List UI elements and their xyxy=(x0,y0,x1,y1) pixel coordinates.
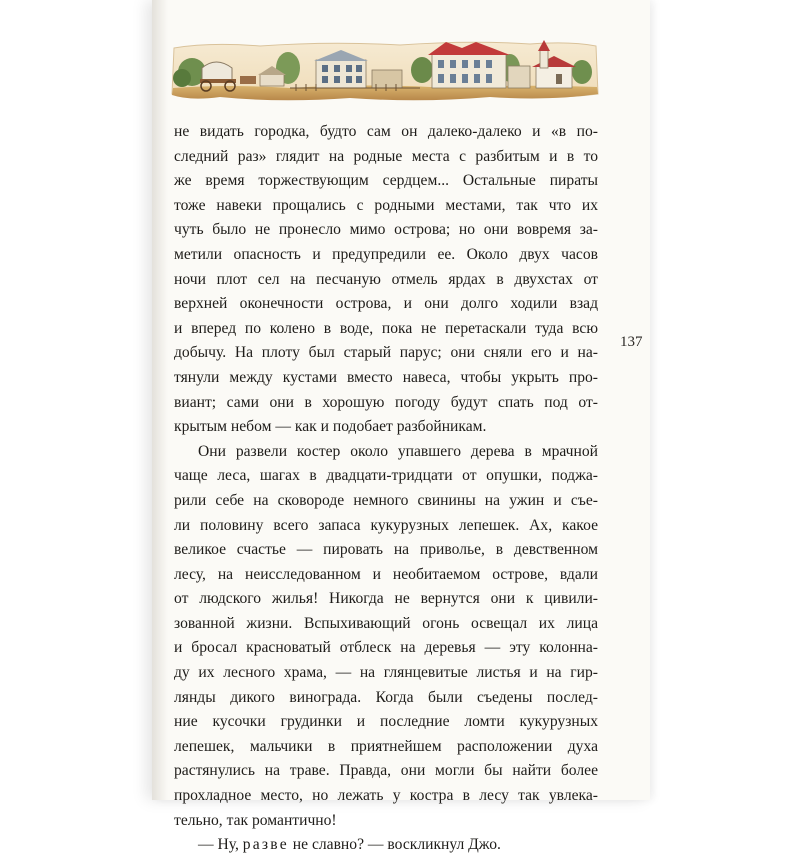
text-line: тоже навеки прощались с родными местами, так что их xyxy=(174,196,598,214)
text-line: тянули между кустами вместо навеса, чтобы укрыть про- xyxy=(174,368,598,386)
town-illustration xyxy=(170,38,600,106)
text-line: Они развели костер около упавшего дерева в мрачной xyxy=(198,442,598,460)
page-text xyxy=(174,120,598,858)
text-line: лянды дикого винограда. Когда были съедены послед- xyxy=(174,688,598,706)
text-line: крытым небом — как и подобает разбойникам. xyxy=(174,418,487,436)
text-line: не видать городка, будто сам он далеко-далеко и «в по- xyxy=(174,123,598,140)
text-line: растянулись на траве. Правда, они могли бы найти более xyxy=(174,762,598,780)
text-line: добычу. На плоту был старый парус; они сняли его и на- xyxy=(174,344,598,362)
text-line: ду их лесного храма, — на глянцевитые листья и на гир- xyxy=(174,664,598,682)
page-number: 137 xyxy=(620,334,643,350)
text-line: же время торжествующим сердцем... Остальные пираты xyxy=(174,172,598,190)
text-line: рили себе на сковороде немного свинины на ужин и съе- xyxy=(174,491,598,509)
text-line: чаще леса, шагах в двадцати-тридцати от опушки, поджа- xyxy=(174,467,598,485)
dialogue-emphasis: разве xyxy=(242,836,289,854)
text-line: и вперед по колено в воде, пока не перетаскали туда всю xyxy=(174,319,598,337)
text-line: метили опасность и предупредили ее. Около двух часов xyxy=(174,245,598,263)
text-line: ночи плот сел на песчаную отмель ярдах в двухстах от xyxy=(174,270,598,288)
paragraph-1 xyxy=(174,120,598,440)
text-line: тельно, так романтично! xyxy=(174,811,337,829)
text-line: от людского жилья! Никогда не вернутся они к цивили- xyxy=(174,590,598,608)
text-line: ние кусочки грудинки и последние ломти кукурузных xyxy=(174,713,598,731)
text-line: ли половину всего запаса кукурузных лепешек. Ах, какое xyxy=(174,516,598,534)
text-line: прохладное место, но лежать у костра в лесу так увлека- xyxy=(174,787,598,805)
text-line: верхней оконечности острова, и они долго ходили взад xyxy=(174,295,598,313)
text-line: лепешек, мальчики в приятнейшем расположении духа xyxy=(174,737,598,755)
text-line: и бросал красноватый отблеск на деревья — эту колонна- xyxy=(174,639,598,657)
text-line: чуть было не пронесло мимо острова; но они вовремя за- xyxy=(174,221,598,239)
text-line: лесу, на неисследованном и необитаемом острове, вдали xyxy=(174,565,598,583)
text-line: зованной жизни. Вспыхивающий огонь освещал их лица xyxy=(174,614,598,632)
text-line: виант; сами они в хорошую погоду будут спать под от- xyxy=(174,393,598,411)
text-line: великое счастье — пировать на приволье, в девственном xyxy=(174,541,598,559)
dialogue-line xyxy=(174,833,598,858)
dialogue-rest: не славно? — воскликнул Джо. xyxy=(292,836,501,854)
text-line: следний раз» глядит на родные места с разбитым и в то xyxy=(174,147,598,165)
dialogue-dash: — Ну, xyxy=(198,836,239,854)
paragraph-2 xyxy=(174,440,598,834)
